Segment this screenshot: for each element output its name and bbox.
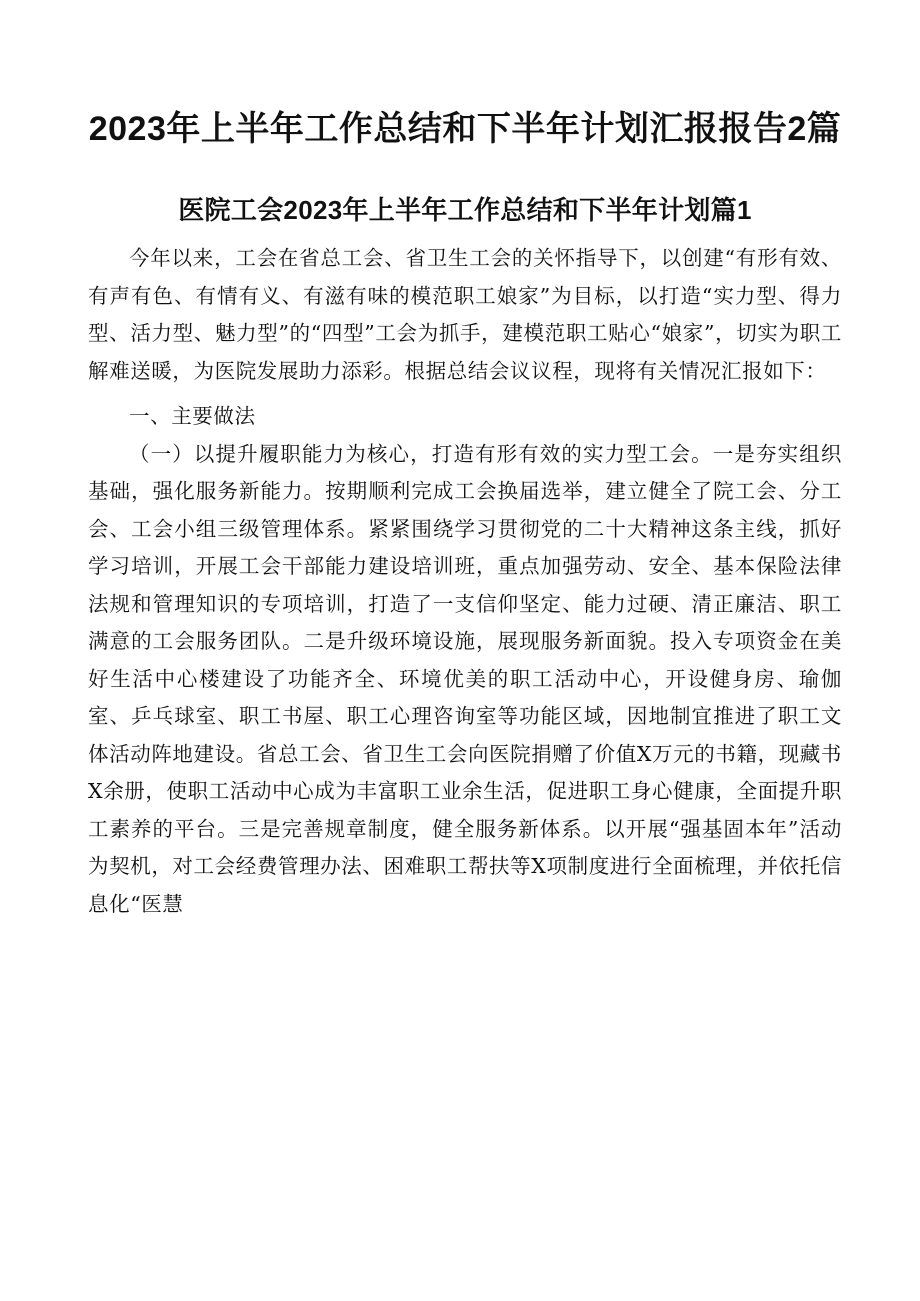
document-subtitle: 医院工会2023年上半年工作总结和下半年计划篇1 bbox=[178, 195, 752, 225]
section-heading: 一、主要做法 bbox=[129, 404, 256, 428]
document-title: 2023年上半年工作总结和下半年计划汇报报告2篇 bbox=[88, 110, 842, 148]
section-paragraph: （一）以提升履职能力为核心，打造有形有效的实力型工会。一是夯实组织基础，强化服务新能力。按期顺利完成工会换届选举，建立健全了院工会、分工会、工会小组三级管理体系。紧紧围绕学习贯彻党的二十大精神这条主线，抓好学习培训，开展工会干部能力建设培训班，重点加强劳动、安全、基本保险法律法规和管理知识的专项培训，打造了一支信仰坚定、能力过硬、清正廉洁、职工满意的工会服务团队。二是升级环境设施，展现服务新面貌。投入专项资金在美好生活中心楼建设了功能齐全、环境优美的职工活动中心，开设健身房、瑜伽室、乒乓球室、职工书屋、职工心理咨询室等功能区域，因地制宜推进了职工文体活动阵地建设。省总工会、省卫生工会向医院捐赠了价值X万元的书籍，现藏书X余册，使职工活动中心成为丰富职工业余生活，促进职工身心健康，全面提升职工素养的平台。三是完善规章制度，健全服务新体系。以开展“强基固本年”活动为契机，对工会经费管理办法、困难职工帮扶等X项制度进行全面梳理，并依托信息化“医慧 bbox=[88, 441, 842, 916]
intro-paragraph: 今年以来，工会在省总工会、省卫生工会的关怀指导下，以创建“有形有效、有声有色、有情有义、有滋有味的模范职工娘家”为目标，以打造“实力型、得力型、活力型、魅力型”的“四型”工会为抓手，建模范职工贴心“娘家”，切实为职工解难送暖，为医院发展助力添彩。根据总结会议议程，现将有关情况汇报如下： bbox=[88, 246, 842, 383]
document-page bbox=[88, 104, 842, 923]
